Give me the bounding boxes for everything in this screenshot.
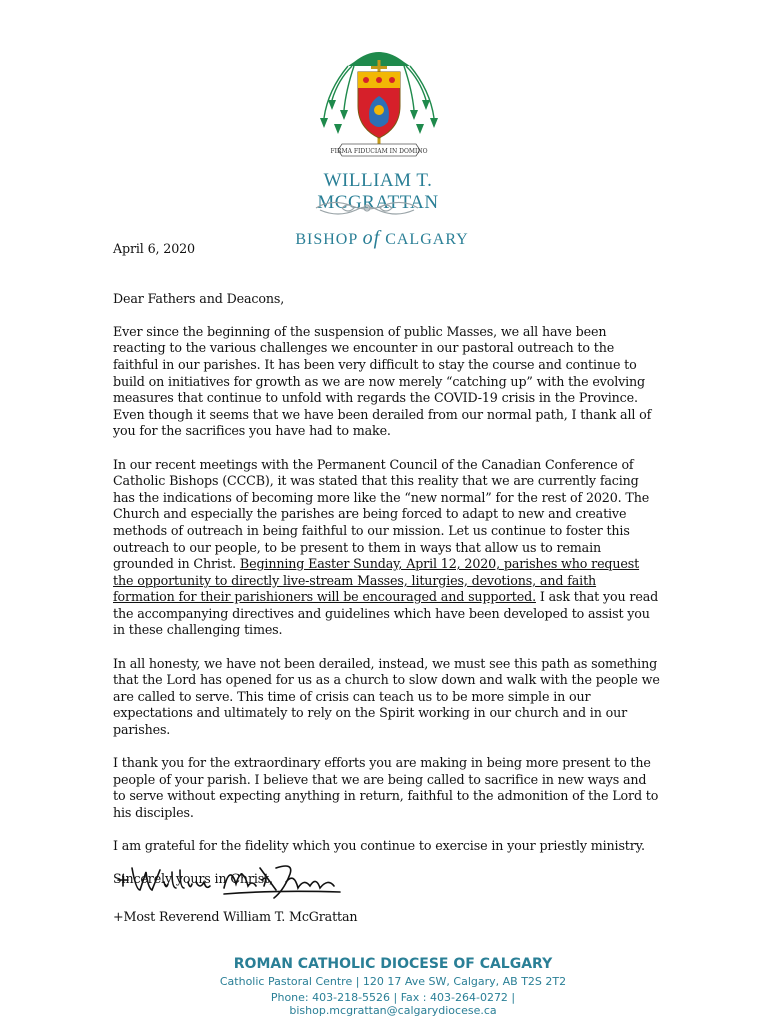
- motto-text: FIRMA FIDUCIAM IN DOMINO: [330, 148, 428, 155]
- footer-contact: Phone: 403-218-5526 | Fax : 403-264-0272 | bishop.mcgrattan@calgarydiocese.ca: [270, 991, 516, 1017]
- signer-block: [113, 909, 661, 942]
- paragraph-4: I thank you for the extraordinary efforts you are making in being more present to the people of your parish. I believe that we are being called to sacrifice in new ways and to serve without expecting anything in return, faithful to the admonition of the Lord to his disciples.: [113, 755, 659, 820]
- paragraph-2-underlined: Beginning Easter Sunday, April 12, 2020, parishes who request the opportunity to directly live-stream Masses, liturgies, devotions, and faith formation for their parishioners will be encouraged and supported.: [113, 556, 640, 605]
- paragraph-1: Ever since the beginning of the suspension of public Masses, we all have been reacting to the various challenges we encounter in our pastoral outreach to the faithful in our parishes. It has been very difficult to stay the course and continue to build on initiatives for growth as we are now merely “catching up” with the evolving measures that continue to unfold with regards the COVID-19 crisis in the Province. Even though it seems that we have been derailed from our normal path, I thank all of you for the sacrifices you have had to make.: [113, 323, 652, 439]
- closing: Sincerely yours in Christ,: [113, 871, 273, 887]
- signature-icon: [114, 860, 344, 904]
- coat-of-arms-icon: [318, 40, 440, 172]
- letter-salutation: Dear Fathers and Deacons,: [113, 290, 285, 306]
- footer-address: Catholic Pastoral Centre | 120 17 Ave SW, Calgary, AB T2S 2T2: [219, 975, 567, 988]
- paragraph-2-text-b: I ask that you read the accompanying directives and guidelines which have been developed to assist you in these challenging times.: [113, 589, 659, 638]
- of-word: of: [362, 227, 381, 249]
- footer-organization: ROMAN CATHOLIC DIOCESE OF CALGARY: [233, 956, 553, 972]
- flourish-icon: [312, 196, 422, 220]
- letter-date: April 6, 2020: [113, 241, 195, 256]
- signature-text: +William McGrattan: [114, 860, 125, 861]
- letter-body: [113, 241, 661, 905]
- paragraph-2-text-a: In our recent meetings with the Permanent Council of the Canadian Conference of Catholic Bishops (CCCB), it was stated that this reality that we are currently facing has the indications of becoming more like the “new normal” for the rest of 2020. The Church and especially the parishes are being forced to adapt to new and creative methods of outreach in being faithful to our mission. Let us continue to foster this outreach to our people, to be present to them in ways that allow us to remain grounded in Christ.: [113, 456, 650, 572]
- paragraph-3: In all honesty, we have not been derailed, instead, we must see this path as something that the Lord has opened for us as a church to slow down and walk with the people we are called to serve. This time of crisis can teach us to be more simple in our expectations and ultimately to rely on the Spirit working in our church and in our parishes.: [113, 655, 660, 738]
- bishop-name-heading: WILLIAM T. MCGRATTAN: [317, 170, 439, 213]
- bishop-word: BISHOP: [295, 231, 358, 248]
- calgary-word: CALGARY: [385, 231, 469, 248]
- signer-name: +Most Reverend William T. McGrattan: [113, 909, 358, 924]
- paragraph-5: I am grateful for the fidelity which you continue to exercise in your priestly ministry.: [113, 838, 645, 854]
- paragraph-2: [113, 457, 661, 640]
